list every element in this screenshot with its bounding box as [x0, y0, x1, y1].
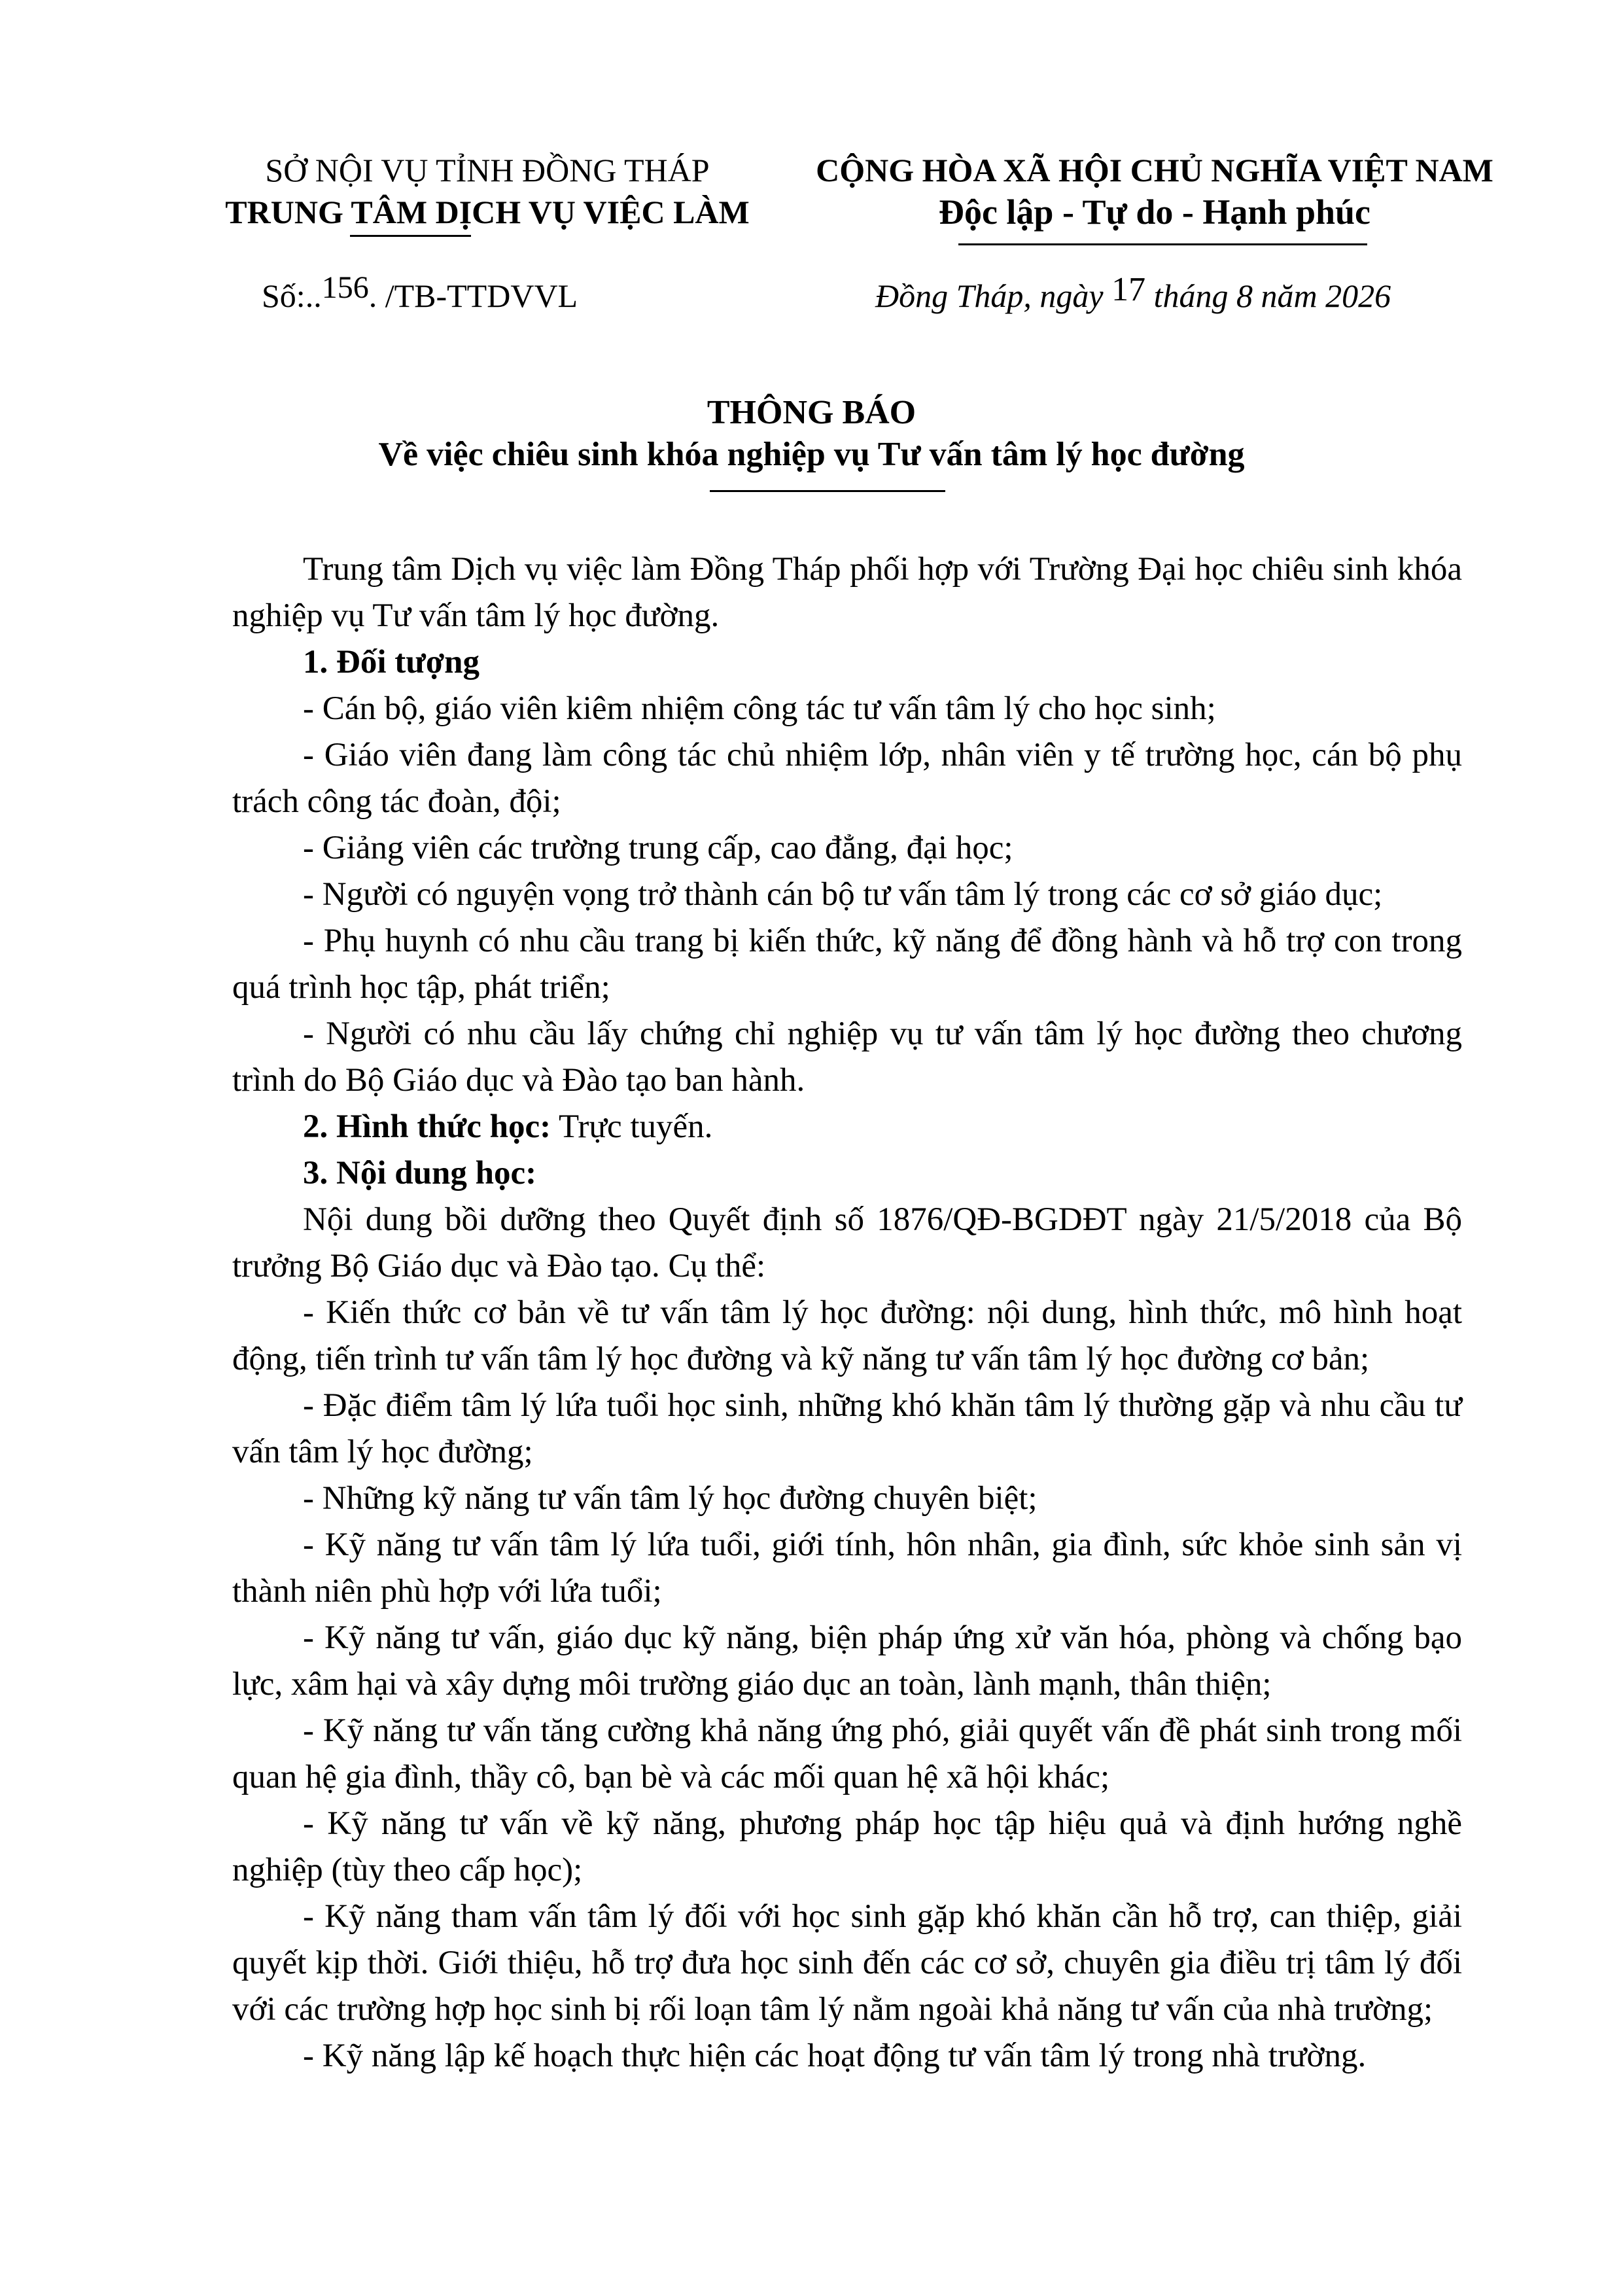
place-and-date — [875, 271, 1391, 317]
section-heading: 1. Đối tượng — [303, 644, 480, 680]
list-item: - Những kỹ năng tư vấn tâm lý học đường chuyên biệt; — [303, 1480, 1038, 1517]
content-intro: Nội dung bồi dưỡng theo Quyết định số 1876/QĐ-BGDĐT ngày 21/5/2018 của Bộ trưởng Bộ Giáo dục và Đào tạo. Cụ thể: — [232, 1201, 1462, 1284]
list-item: - Kỹ năng tham vấn tâm lý đối với học sinh gặp khó khăn cần hỗ trợ, can thiệp, giải quyết kịp thời. Giới thiệu, hỗ trợ đưa học sinh đến các cơ sở, chuyên gia điều trị tâm lý đối với các trường hợp học sinh bị rối loạn tâm lý nằm ngoài khả năng tư vấn của nhà trường; — [232, 1898, 1462, 2028]
list-item: - Giảng viên các trường trung cấp, cao đẳng, đại học; — [303, 830, 1013, 866]
document-body — [232, 546, 1462, 2079]
list-item: - Đặc điểm tâm lý lứa tuổi học sinh, những khó khăn tâm lý thường gặp và nhu cầu tư vấn tâm lý học đường; — [232, 1387, 1462, 1470]
list-item: - Kỹ năng tư vấn tăng cường khả năng ứng phó, giải quyết vấn đề phát sinh trong mối quan hệ gia đình, thầy cô, bạn bè và các mối quan hệ xã hội khác; — [232, 1712, 1462, 1795]
document-number: Số:..156. /TB-TTDVVL — [262, 270, 578, 314]
section-heading: 3. Nội dung học: — [303, 1155, 537, 1192]
organization-underline — [350, 235, 471, 237]
list-item: - Phụ huynh có nhu cầu trang bị kiến thức, kỹ năng để đồng hành và hỗ trợ con trong quá trình học tập, phát triển; — [232, 923, 1462, 1006]
section-heading: 2. Hình thức học: — [303, 1108, 551, 1145]
date-suffix: tháng 8 năm 2026 — [1145, 277, 1391, 314]
list-item: - Người có nguyện vọng trở thành cán bộ tư vấn tâm lý trong các cơ sở giáo dục; — [303, 876, 1383, 913]
list-item: - Kỹ năng lập kế hoạch thực hiện các hoạt động tư vấn tâm lý trong nhà trường. — [303, 2038, 1367, 2074]
list-item: - Người có nhu cầu lấy chứng chỉ nghiệp vụ tư vấn tâm lý học đường theo chương trình do Bộ Giáo dục và Đào tạo ban hành. — [232, 1016, 1462, 1099]
list-item: - Kiến thức cơ bản về tư vấn tâm lý học đường: nội dung, hình thức, mô hình hoạt động, tiến trình tư vấn tâm lý học đường và kỹ năng tư vấn tâm lý học đường cơ bản; — [232, 1294, 1462, 1377]
national-heading — [798, 149, 1511, 233]
nation-name: CỘNG HÒA XÃ HỘI CHỦ NGHĨA VIỆT NAM — [816, 152, 1493, 188]
list-item: - Cán bộ, giáo viên kiêm nhiệm công tác tư vấn tâm lý cho học sinh; — [303, 690, 1216, 727]
issuing-organization — [157, 149, 818, 233]
document-number-value: 156 — [321, 270, 369, 305]
national-motto: Độc lập - Tự do - Hạnh phúc — [938, 192, 1371, 232]
document-subtitle: Về việc chiêu sinh khóa nghiệp vụ Tư vấn tâm lý học đường — [378, 436, 1245, 473]
document-title: THÔNG BÁO — [707, 394, 916, 431]
document-number-prefix: Số: — [262, 277, 305, 314]
document-number-suffix: /TB-TTDVVL — [377, 277, 578, 314]
parent-organization: SỞ NỘI VỤ TỈNH ĐỒNG THÁP — [265, 152, 710, 188]
list-item: - Kỹ năng tư vấn về kỹ năng, phương pháp học tập hiệu quả và định hướng nghề nghiệp (tùy theo cấp học); — [232, 1805, 1462, 1888]
organization-name: TRUNG TÂM DỊCH VỤ VIỆC LÀM — [225, 194, 750, 230]
list-item: - Giáo viên đang làm công tác chủ nhiệm lớp, nhân viên y tế trường học, cán bộ phụ trách công tác đoàn, đội; — [232, 737, 1462, 820]
list-item: - Kỹ năng tư vấn tâm lý lứa tuổi, giới tính, hôn nhân, gia đình, sức khỏe sinh sản vị thành niên phù hợp với lứa tuổi; — [232, 1527, 1462, 1610]
title-underline — [710, 490, 945, 492]
list-item: - Kỹ năng tư vấn, giáo dục kỹ năng, biện pháp ứng xử văn hóa, phòng và chống bạo lực, xâm hại và xây dựng môi trường giáo dục an toàn, lành mạnh, thân thiện; — [232, 1619, 1462, 1703]
date-prefix: Đồng Tháp, ngày — [875, 277, 1112, 314]
motto-underline — [958, 243, 1367, 245]
study-format-value: Trực tuyến. — [551, 1108, 713, 1145]
intro-paragraph: Trung tâm Dịch vụ việc làm Đồng Tháp phối hợp với Trường Đại học chiêu sinh khóa nghiệp vụ Tư vấn tâm lý học đường. — [232, 551, 1462, 634]
study-format — [232, 1104, 1462, 1150]
date-day: 17 — [1111, 271, 1146, 308]
